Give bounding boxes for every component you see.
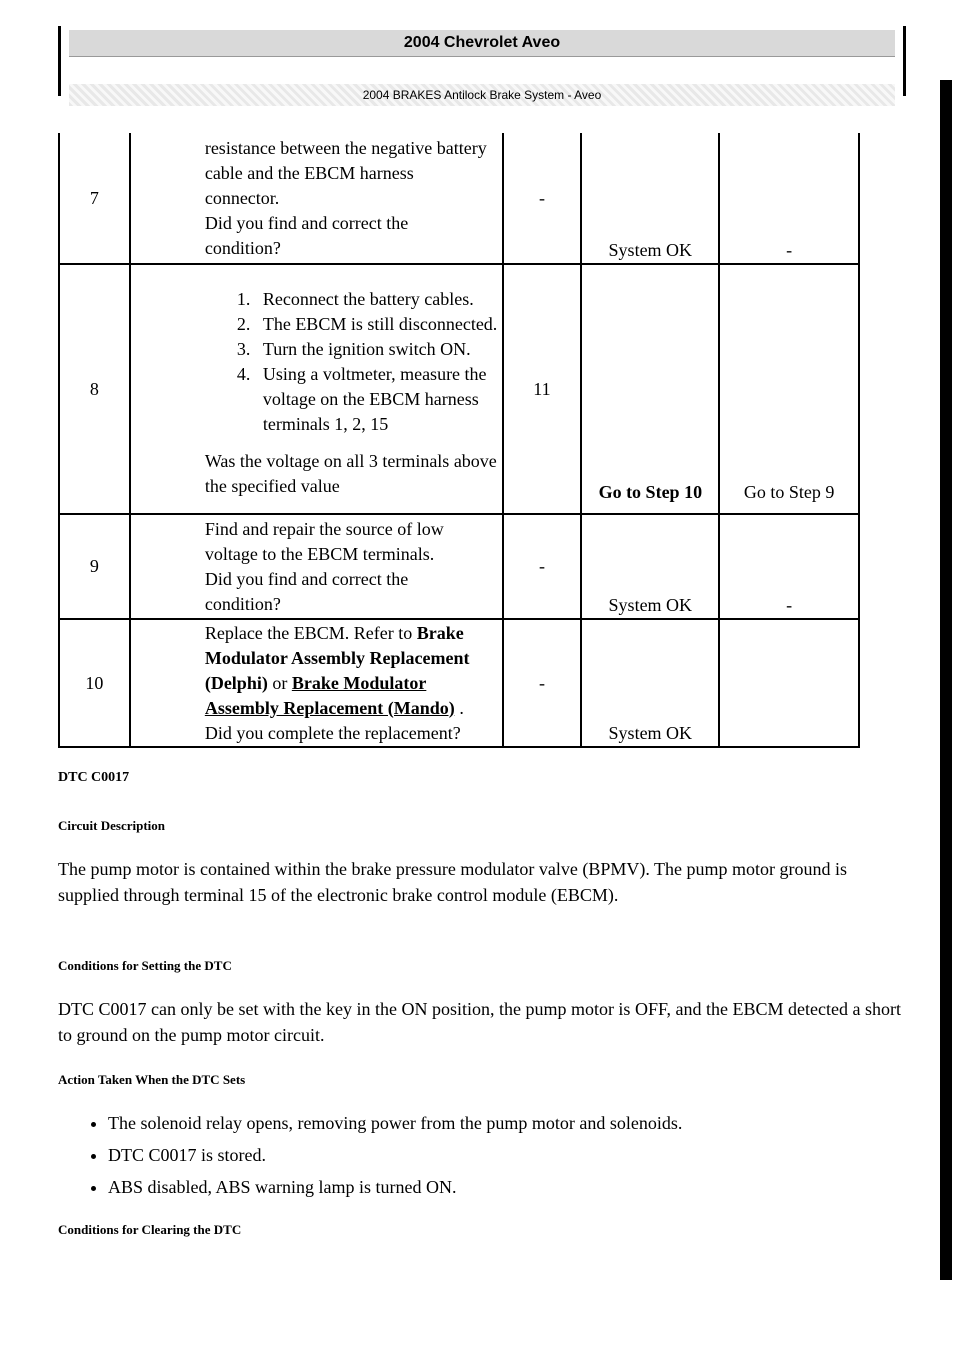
yes-cell: System OK xyxy=(581,133,719,264)
document-header xyxy=(58,26,906,102)
action-line: connector. xyxy=(204,187,280,208)
list-item: • ABS disabled, ABS warning lamp is turned ON. xyxy=(108,1174,908,1200)
setting-description: DTC C0017 can only be set with the key in the ON position, the pump motor is OFF, and the EBCM detected a short to ground on the pump motor circuit. xyxy=(58,999,901,1045)
action-cell xyxy=(130,619,503,747)
diagnostic-table xyxy=(58,133,860,748)
action-line: Did you find and correct the xyxy=(204,568,409,589)
action-line: condition? xyxy=(204,237,281,258)
step-number: 9 xyxy=(59,514,130,619)
brake-modulator-mando-link[interactable]: Brake Modulator Assembly Replacement (Mando) xyxy=(204,672,455,718)
go-to-step-link[interactable]: Go to Step 9 xyxy=(743,482,835,502)
no-cell xyxy=(719,619,859,747)
action-line: voltage to the EBCM terminals. xyxy=(204,543,435,564)
action-list-wrap xyxy=(58,1110,908,1206)
dtc-heading: DTC C0017 xyxy=(58,770,130,785)
procedure-step: 2. The EBCM is still disconnected. xyxy=(255,312,502,337)
step-number: 8 xyxy=(59,264,130,514)
action-line: Did you find and correct the xyxy=(204,212,409,233)
table-row xyxy=(59,619,859,747)
clearing-heading: Conditions for Clearing the DTC xyxy=(58,1222,242,1237)
table-row xyxy=(59,133,859,264)
list-item: • DTC C0017 is stored. xyxy=(108,1142,908,1168)
step-number: 10 xyxy=(59,619,130,747)
action-line: condition? xyxy=(204,593,281,614)
value-cell: 11 xyxy=(503,264,582,514)
action-question: Did you complete the replacement? xyxy=(204,722,461,743)
procedure-step: 4. Using a voltmeter, measure the voltage on the EBCM harness terminals 1, 2, 15 xyxy=(255,362,502,437)
value-cell: - xyxy=(503,619,582,747)
header-title: 2004 Chevrolet Aveo xyxy=(69,30,895,57)
procedure-steps xyxy=(135,287,502,437)
value-cell: - xyxy=(503,133,582,264)
no-cell: - xyxy=(719,133,859,264)
action-line: cable and the EBCM harness xyxy=(204,162,414,183)
yes-cell: System OK xyxy=(581,619,719,747)
action-cell xyxy=(130,133,503,264)
go-to-step-link[interactable]: Go to Step 10 xyxy=(598,482,703,502)
action-cell xyxy=(130,514,503,619)
table-row xyxy=(59,264,859,514)
setting-heading: Conditions for Setting the DTC xyxy=(58,958,232,973)
action-line: Find and repair the source of low xyxy=(204,518,444,539)
table-row xyxy=(59,514,859,619)
page-edge-bar xyxy=(940,80,952,1280)
yes-cell xyxy=(581,264,719,514)
header-subtitle: 2004 BRAKES Antilock Brake System - Aveo xyxy=(69,84,895,106)
no-cell: - xyxy=(719,514,859,619)
action-text: . xyxy=(454,697,464,718)
no-cell xyxy=(719,264,859,514)
action-list xyxy=(58,1110,908,1200)
action-question: Was the voltage on all 3 terminals above the specified value xyxy=(204,451,497,496)
circuit-description: The pump motor is contained within the brake pressure modulator valve (BPMV). The pump motor ground is supplied through terminal 15 of the electronic brake control module (EBCM). xyxy=(58,859,848,905)
procedure-step: 1. Reconnect the battery cables. xyxy=(255,287,502,312)
list-item: • The solenoid relay opens, removing power from the pump motor and solenoids. xyxy=(108,1110,908,1136)
action-cell xyxy=(130,264,503,514)
brake-modulator-delphi-link[interactable]: Brake Modulator Assembly Replacement (Delphi) xyxy=(204,622,470,693)
circuit-heading: Circuit Description xyxy=(58,818,165,833)
action-heading: Action Taken When the DTC Sets xyxy=(58,1072,246,1087)
procedure-step: 3. Turn the ignition switch ON. xyxy=(255,337,502,362)
value-cell: - xyxy=(503,514,582,619)
action-line: resistance between the negative battery xyxy=(204,137,487,158)
step-number: 7 xyxy=(59,133,130,264)
action-text: or xyxy=(267,672,292,693)
action-text: Replace the EBCM. Refer to xyxy=(204,622,417,643)
yes-cell: System OK xyxy=(581,514,719,619)
